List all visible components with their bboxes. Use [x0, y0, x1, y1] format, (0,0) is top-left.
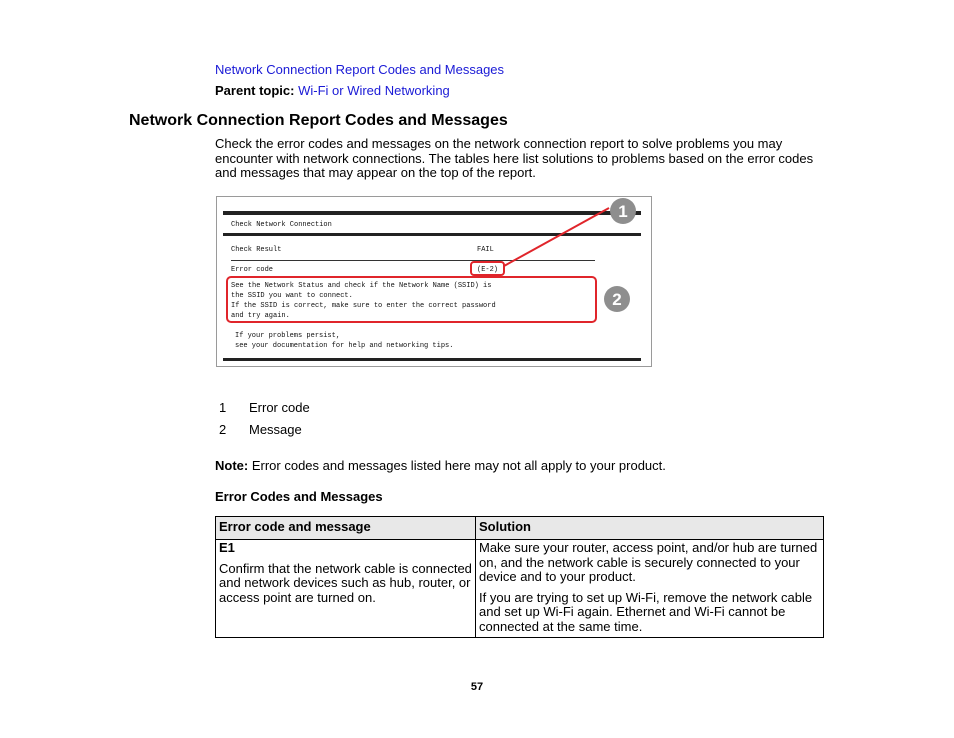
- report-callout-overlay: [217, 197, 651, 366]
- callout-2-number: 2: [612, 290, 622, 309]
- note-label: Note:: [215, 458, 249, 473]
- table-heading: Error Codes and Messages: [215, 489, 383, 504]
- intro-paragraph: Check the error codes and messages on the network connection report to solve problems you may encounter with network connections. The tables here list solutions to problems based on the error codes and messages that may appear on the top of the report.: [215, 136, 814, 180]
- parent-topic-label: Parent topic:: [215, 83, 295, 98]
- parent-topic: [215, 83, 450, 98]
- legend-text: Error code: [249, 400, 310, 415]
- table-header-row: [216, 517, 824, 540]
- breadcrumb-link[interactable]: Network Connection Report Codes and Messages: [215, 62, 505, 77]
- report-result-value: FAIL: [477, 246, 494, 254]
- network-report-image: [216, 196, 652, 367]
- report-error-code-label: Error code: [231, 266, 274, 274]
- table-cell-solution: [476, 540, 824, 638]
- error-message: Confirm that the network cable is connected and network devices such as hub, router, or access point are turned on.: [219, 560, 472, 605]
- callout-1-number: 1: [618, 202, 628, 221]
- report-message-line: the SSID you want to connect.: [231, 292, 353, 300]
- note: [215, 458, 666, 473]
- note-text: Error codes and messages listed here may not all apply to your product.: [251, 458, 666, 473]
- page-number: 57: [470, 681, 484, 693]
- callout-1-leader: [504, 208, 609, 266]
- legend-text: Message: [249, 422, 302, 437]
- parent-topic-link[interactable]: Wi-Fi or Wired Networking: [298, 83, 450, 98]
- report-header: Check Network Connection: [231, 221, 332, 229]
- table-row: [216, 540, 824, 638]
- legend-number: 2: [219, 422, 227, 437]
- report-message-line: See the Network Status and check if the Network Name (SSID) is: [231, 282, 492, 290]
- report-footer-line: If your problems persist,: [235, 332, 341, 340]
- table-header-cell: Error code and message: [216, 517, 476, 540]
- report-error-code-value: (E-2): [477, 266, 499, 274]
- message-highlight: [227, 277, 596, 322]
- legend-number: 1: [219, 400, 227, 415]
- error-code-highlight: [471, 262, 504, 275]
- error-codes-table: [215, 516, 824, 638]
- table-header-cell: Solution: [476, 517, 824, 540]
- solution-paragraph: Make sure your router, access point, and/or hub are turned on, and the network cable is securely connected to your device and to your product.: [479, 540, 818, 584]
- report-footer-line: see your documentation for help and networking tips.: [235, 342, 454, 350]
- page-title: Network Connection Report Codes and Messages: [129, 112, 508, 129]
- report-result-label: Check Result: [231, 246, 282, 254]
- report-message-line: and try again.: [231, 312, 290, 320]
- solution-paragraph: If you are trying to set up Wi-Fi, remove the network cable and set up Wi-Fi again. Ethernet and Wi-Fi cannot be connected at the same time.: [479, 589, 813, 634]
- table-cell-code: [216, 540, 476, 638]
- error-code: E1: [219, 540, 235, 555]
- report-message-line: If the SSID is correct, make sure to enter the correct password: [231, 302, 496, 310]
